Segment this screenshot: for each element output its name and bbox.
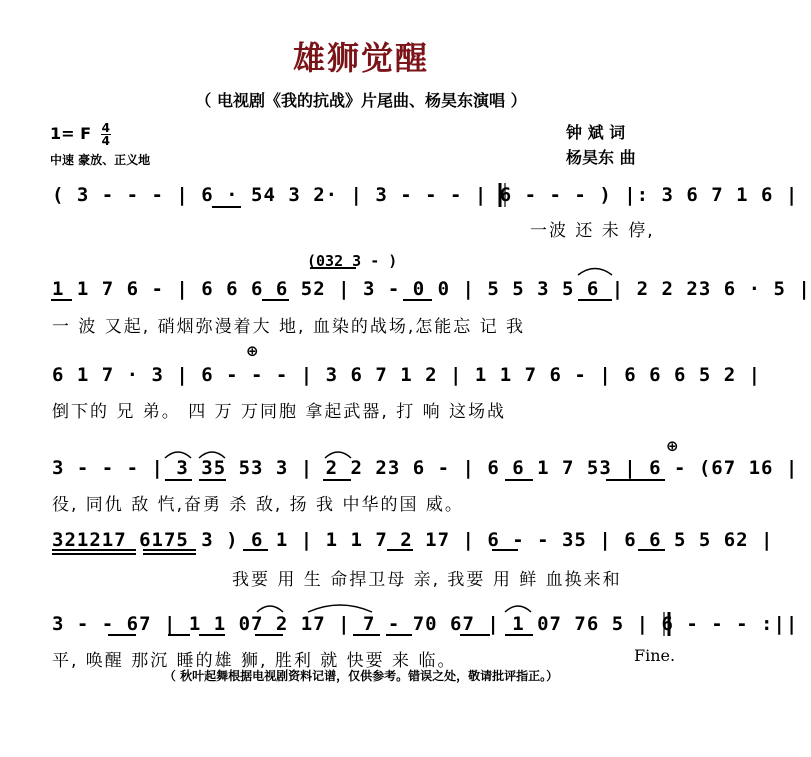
coda-sign: ⊕	[666, 437, 679, 455]
tempo-mood: 中速 豪放、正义地	[50, 153, 151, 167]
slur	[257, 606, 283, 612]
key-label: 1= F	[50, 124, 92, 143]
lyrics-row-5: 我要 用 生 命捍卫母 亲, 我要 用 鲜 血换来和	[232, 570, 622, 590]
lyrics-row-6: 平, 唤醒 那沉 睡的雄 狮, 胜利 就 快要 来 临。	[52, 651, 457, 671]
notation-row-2: 1 1 7 6 - | 6 6 6 6 52 | 3 - 0 0 | 5 5 3 5 6 | 2 2 23 6 · 5 |	[52, 278, 811, 300]
notation-row-5: 321217 6175 3 ) 6 1 | 1 1 7 2 17 | 6 - - 35 | 6 6 5 5 62 |	[52, 529, 774, 551]
notation-row-1: ( 3 - - - | 6 · 54 3 2· | 3 - - - | 6 - - - ) |: 3 6 7 1 6 |	[52, 184, 799, 206]
slur	[308, 605, 372, 612]
lyrics-row-4: 役, 同仇 敌 忾,奋勇 杀 敌, 扬 我 中华的国 威。	[52, 495, 464, 515]
song-subtitle: （ 电视剧《我的抗战》片尾曲、杨昊东演唱 ）	[195, 91, 527, 110]
notation-row-4: 3 - - - | 3 35 53 3 | 2 2 23 6 - | 6 6 1 7 53 | 6 - (67 16 |	[52, 457, 799, 479]
lyricist: 钟 斌 词	[566, 123, 626, 142]
lyrics-row-1: 一波 还 未 停,	[530, 221, 655, 241]
notation-row-3: 6 1 7 · 3 | 6 - - - | 3 6 7 1 2 | 1 1 7 6 - | 6 6 6 5 2 |	[52, 364, 762, 386]
footer-note: （ 秋叶起舞根据电视剧资料记谱，仅供参考。错误之处，敬请批评指正。）	[163, 669, 559, 683]
notation-row-6: 3 - - 67 | 1 1 07 2 17 | 7 - 70 67 | 1 07 76 5 | 6 - - - :||	[52, 613, 799, 635]
coda-sign: ⊕	[246, 342, 259, 360]
slur	[578, 269, 612, 276]
composer: 杨昊东 曲	[566, 148, 636, 167]
lyrics-row-3: 倒下的 兄 弟。 四 万 万同胞 拿起武器, 打 响 这场战	[52, 402, 507, 422]
pre-phrase: (032 3 - )	[307, 252, 398, 270]
time-signature: $\frac{4}{4}$	[101, 121, 110, 148]
slur	[505, 606, 531, 612]
key-signature	[50, 122, 111, 147]
lyrics-row-2: 一 波 又起, 硝烟弥漫着大 地, 血染的战场,怎能忘 记 我	[52, 317, 526, 337]
fine-mark: Fine.	[634, 646, 676, 665]
song-title: 雄狮觉醒	[292, 39, 429, 77]
